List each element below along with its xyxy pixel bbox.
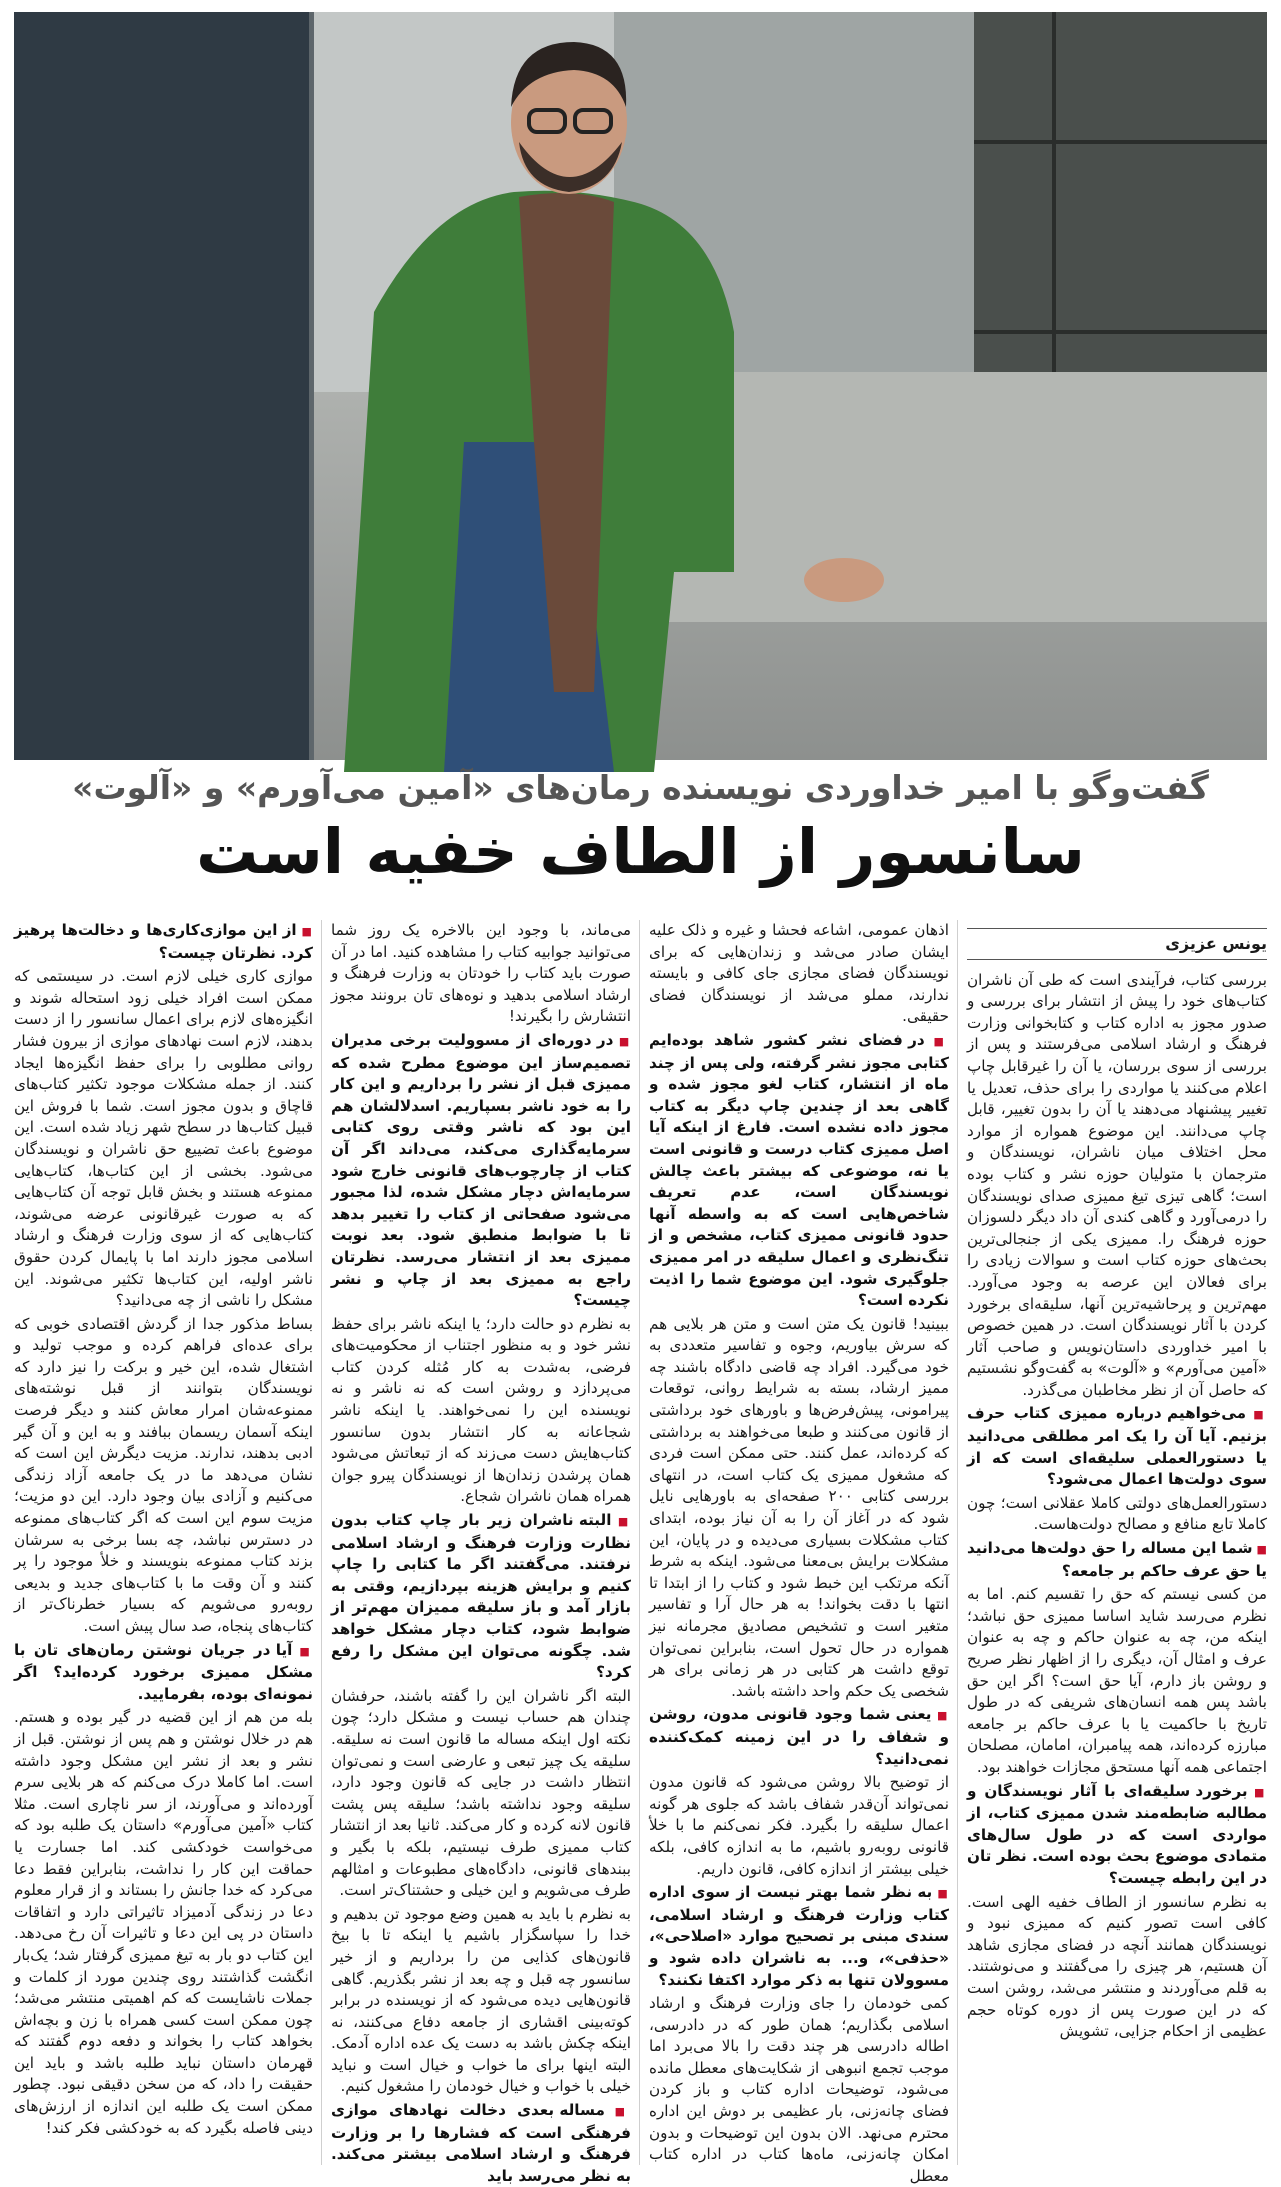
portrait-photo-icon xyxy=(14,12,1267,760)
interview-question: ■ یعنی شما وجود قانونی مدون، روشن و شفاف را در این زمینه کمک‌کننده نمی‌دانید؟ xyxy=(649,1704,949,1770)
interview-answer: به نظرم دو حالت دارد؛ یا اینکه ناشر برای حفظ نشر خود و به منظور اجتناب از محکومیت‌های فرضی، به‌شدت به کار مُثله کردن کتاب می‌پردازد و روشن است که نه ناشر و نه نویسنده این را نمی‌خواهند. یا اینکه ناشر شجاعانه به کار انتشار بدون سانسور کتاب‌هایش دست می‌زند که از تبعاتش می‌شود همان پرشدن زندان‌ها از نویسندگان پیرو جوان همراه همان ناشران شجاع. xyxy=(331,1314,631,1506)
article-column-4 xyxy=(14,920,313,2165)
portrait-photo xyxy=(14,12,1267,760)
column-divider xyxy=(957,920,958,2165)
article-column-2 xyxy=(649,920,949,2185)
interview-answer: موازی کاری خیلی لازم است. در سیستمی که ممکن است افراد خیلی زود استحاله شوند و انگیزه‌های لازم برای اعمال سانسور را از دست بدهند، لازم است نهادهای موازی از بیرون فشار روانی مطلوبی را برای حفظ انگیزه‌ها ایجاد کنند. از جمله مشکلات موجود تکثیر کتاب‌های قاچاق و بدون مجوز است. شما با فروش این قبیل کتاب‌ها در سطح شهر زیاد شده است. این موضوع باعث تضییع حق ناشران و نویسندگان می‌شود. بخشی از این کتاب‌ها، کتاب‌هایی ممنوعه هستند و بخش قابل توجه آن کتاب‌هایی که به صورت غیرقانونی عرضه می‌شوند، کتاب‌هایی که از سوی وزارت فرهنگ و ارشاد اسلامی مجوز دارند اما با پایمال کردن حقوق ناشر اولیه، این کتاب‌ها تکثیر می‌شوند. این مشکل را ناشی از چه می‌دانید؟ xyxy=(14,967,313,1310)
interview-answer: از توضیح بالا روشن می‌شود که قانون مدون نمی‌تواند آن‌قدر شفاف باشد که جلوی هر گونه اعمال سلیقه را بگیرد. فکر نمی‌کنم ما با خلأ قانونی روبه‌رو باشیم، ما به اندازه کافی، بلکه خیلی بیشتر از اندازه کافی، قانون داریم. xyxy=(649,1773,949,1878)
column-divider xyxy=(321,920,322,2165)
interview-answer: کمی خودمان را جای وزارت فرهنگ و ارشاد اسلامی بگذاریم؛ همان طور که در دادرسی، اطاله دادرسی هر چند دقت را بالا می‌برد اما موجب تجمع انبوهی از شکایت‌های معطل مانده می‌شود، توضیحات اداره کتاب و باز کردن فضای چانه‌زنی، بار عظیمی بر دوش این اداره محترم می‌نهد. الان بدون این توضیحات و بدون امکان چانه‌زنی، ماه‌ها کتاب در اداره کتاب معطل xyxy=(649,1994,949,2185)
interview-question: ■ برخورد سلیقه‌ای با آثار نویسندگان و مطالبه ضابطه‌مند شدن ممیزی کتاب، از مواردی است که در طول سال‌های متمادی موضوع بحث بوده است. نظر تان در این رابطه چیست؟ xyxy=(967,1781,1267,1890)
article-kicker: گفت‌وگو با امیر خداوردی نویسنده رمان‌های «آمین می‌آورم» و «آلوت» xyxy=(72,768,1209,807)
interview-question: ■ شما این مساله را حق دولت‌ها می‌دانید یا حق عرف حاکم بر جامعه؟ xyxy=(967,1538,1267,1582)
interview-answer: ببینید! قانون یک متن است و متن هر بلایی هم که سرش بیاوریم، وجوه و تفاسیر متعددی به خود می‌گیرد. افراد چه قاضی دادگاه باشند چه ممیز ارشاد، بسته به شرایط روانی، توقعات پیرامونی، پیش‌فرض‌ها و باورهای خود برداشتی از قانون می‌کنند و طبعا می‌خواهند به برداشتی که کرده‌اند، عمل کنند. حتی ممکن است فردی که مشغول ممیزی یک کتاب است، در انتهای بررسی کتابی ۲۰۰ صفحه‌ای به باورهایی نایل شود که در آغاز آن را به آن نیاز بوده، ابتدای کتاب مشکلات بسیاری می‌دیده و در پایان، این مشکلات برایش بی‌معنا می‌شود. اینکه به شرط آنکه مرتکب این خبط شود و کتاب را از ابتدا تا انتها با دقت بخواند! به هر حال آرا و تفاسیر متغیر است و تشخیص مصادیق مجرمانه نیز همواره در حال تحول است، بنابراین نمی‌توان توقع داشت هر کتابی در هر زمانی برای هر شخصی یک حکم واحد داشته باشد. xyxy=(649,1314,949,1700)
article-column-3 xyxy=(331,920,631,2185)
interview-question: ■ از این موازی‌کاری‌ها و دخالت‌ها پرهیز کرد. نظرتان چیست؟ xyxy=(14,920,313,964)
interview-answer: اذهان عمومی، اشاعه فحشا و غیره و ذلک علیه ایشان صادر می‌شد و زندان‌هایی که برای نویسندگان فضای مجازی جای کافی و بایسته ندارند، مملو می‌شد از نویسندگان فضای حقیقی. xyxy=(649,921,949,1026)
interview-answer: من کسی نیستم که حق را تقسیم کنم. اما به نظرم می‌رسد شاید اساسا ممیزی حق نباشد؛ اینکه من، چه به عنوان حاکم و چه به عنوان عرف و امثال آن، دیگری را از اظهار نظر صریح و روشن باز دارم، آیا حق است؟ اگر این حق باشد پس همه انسان‌های شریفی که در طول تاریخ با حاکمیت یا با عرف حاکم بر جامعه مبارزه کرده‌اند، همه پیامبران، امامان، مصلحان اجتماعی همه آنها مستحق مجازات خواهند بود. xyxy=(967,1585,1267,1776)
interview-question: ■ در دوره‌ای از مسوولیت برخی مدیران تصمیم‌ساز این موضوع مطرح شده که ممیزی قبل از نشر را برداریم و این کار را به خود ناشر بسپاریم. اسدلالشان هم این بود که ناشر وقتی روی کتابی سرمایه‌گذاری می‌کند، می‌داند اگر آن کتاب از چارچوب‌های قانونی خارج شود سرمایه‌اش دچار مشکل شده، لذا مجبور می‌شود صفحاتی از کتاب را تغییر بدهد تا با ضوابط منطبق شود. بعد نوبت ممیزی بعد از انتشار می‌رسد. نظرتان راجع به ممیزی بعد از چاپ و نشر چیست؟ xyxy=(331,1030,631,1312)
interview-question: ■ مساله بعدی دخالت نهادهای موازی فرهنگی است که فشارها را بر وزارت فرهنگ و ارشاد اسلامی بیشتر می‌کند. به نظر می‌رسد باید xyxy=(331,2100,631,2187)
interview-answer: بساط مذکور جدا از گردش اقتصادی خوبی که برای عده‌ای فراهم کرده و موجب تولید و اشتغال شده، این خیر و برکت را نیز دارد که نویسندگان بتوانند از قبل نوشته‌های ممنوعه‌شان امرار معاش کنند و دیگر فرصت اینکه آسمان ریسمان ببافند و به این و آن گیر ادبی بدهند، ندارند. مزیت دیگرش این است که نشان می‌دهد ما در یک جامعه آزاد زندگی می‌کنیم و آزادی بیان وجود دارد. این دو مزیت؛ مزیت سوم این است که اگر کتاب‌های ممنوعه در دسترس نباشد، چه بسا برخی به سرشان بزند کتاب ممنوعه بنویسند و خلأ موجود را پر کنند و آن وقت ما با کتاب‌های جدید و بدیعی روبه‌رو می‌شویم که بسیار خطرناک‌تر از کتاب‌های پنجاه، صد سال پیش است. xyxy=(14,1314,313,1635)
interview-question: ■ آیا در جریان نوشتن رمان‌های تان با مشکل ممیزی برخورد کرده‌اید؟ اگر نمونه‌ای بوده، بفرمایید. xyxy=(14,1640,313,1706)
interview-question: ■ به نظر شما بهتر نیست از سوی اداره کتاب وزارت فرهنگ و ارشاد اسلامی، سندی مبنی بر تصحیح موارد «اصلاحی»، «حذفی»، و... به ناشران داده شود و مسوولان تنها به ذکر موارد اکتفا نکنند؟ xyxy=(649,1882,949,1991)
article-headline: سانسور از الطاف خفیه است xyxy=(196,815,1085,888)
interview-question: ■ در فضای نشر کشور شاهد بوده‌ایم کتابی مجوز نشر گرفته، ولی پس از چند ماه از انتشار، کتاب لغو مجوز شده و گاهی بعد از چندین چاپ دیگر به کتاب مجوز داده نشده است. فارغ از اینکه آیا اصل ممیزی کتاب درست و قانونی است یا نه، موضوعی که بیشتر باعث چالش نویسندگان است، عدم تعریف شاخص‌هایی است که به واسطه آنها حدود قانونی ممیزی کتاب، مشخص و از تنگ‌نظری و اعمال سلیقه در امر ممیزی جلوگیری شود. این موضوع شما را اذیت نکرده است؟ xyxy=(649,1030,949,1312)
column-divider xyxy=(639,920,640,2165)
interview-answer: به نظرم با باید به همین وضع موجود تن بدهیم و خدا را سپاسگزار باشیم یا اینکه تا با بیخ قانون‌های کذایی من را برداریم و از خیر سانسور چه قبل و چه بعد از نشر بگذریم. گاهی قانون‌هایی دیده می‌شود که از نویسنده در برابر کوته‌بینی اقشاری از جامعه دفاع می‌کنند، نه اینکه چکش باشد به دست یک عده اداره آدمک. البته اینها برای ما خواب و خیال است و نباید خیلی با خواب و خیال خودمان را مشغول کنیم. xyxy=(331,1904,631,2096)
article-body xyxy=(14,920,1267,2185)
interview-question: ■ می‌خواهیم درباره ممیزی کتاب حرف بزنیم. آیا آن را یک امر مطلقی می‌دانید یا دستورالعملی سلیقه‌ای است که از سوی دولت‌ها اعمال می‌شود؟ xyxy=(967,1403,1267,1490)
interview-answer: البته اگر ناشران این را گفته باشند، حرفشان چندان هم حساب نیست و مشکل دارد؛ چون نکته اول اینکه مساله ما قانون است نه سلیقه. سلیقه یک چیز تبعی و عارضی است و نمی‌توان انتظار داشت در جایی که قانون وجود دارد، سلیقه وجود نداشته باشد؛ سلیقه پس پشت قانون لانه کرده و کار می‌کند. ثانیا بعد از انتشار کتاب ممیزی طرف نیستیم، بلکه با بگیر و ببندهای قانونی، دادگاه‌های مطبوعات و امثالهم طرف می‌شویم و این خیلی و حشتناک‌تر است. xyxy=(331,1686,631,1900)
byline: یونس عزیزی xyxy=(967,928,1267,960)
interview-question: ■ البته ناشران زیر بار چاپ کتاب بدون نظارت وزارت فرهنگ و ارشاد اسلامی نرفتند. می‌گفتند اگر ما کتابی را چاپ کنیم و برایش هزینه بپردازیم، وقتی به بازار آمد و باز سلیقه ممیزان مهم‌تر از ضوابط شود، کتاب دچار مشکل خواهد شد. چگونه می‌توان این مشکل را رفع کرد؟ xyxy=(331,1510,631,1684)
interview-answer: بررسی کتاب، فرآیندی است که طی آن ناشران کتاب‌های خود را پیش از انتشار برای بررسی و صدور مجوز به اداره کتاب و کتابخوانی وزارت فرهنگ و ارشاد اسلامی می‌فرستند و پس از بررسی از سوی بررسان، یا آن را غیرقابل چاپ اعلام می‌کنند یا مواردی را برای حذف، تعدیل یا تغییر پیشنهاد می‌دهند یا آن را بدون تغییر، قابل چاپ می‌دانند. این موضوع همواره از موارد محل اختلاف میان ناشران، نویسندگان و مترجمان با متولیان حوزه نشر و کتاب بوده است؛ گاهی تیزی تیغ ممیزی صدای نویسندگان را درمی‌آورد و گاهی کندی آن داد دیگر دلسوزان حوزه فرهنگ را. ممیزی یکی از جنجالی‌ترین بحث‌های حوزه کتاب است و سوالات زیادی را برای فعالان این عرصه به وجود می‌آورد. مهم‌ترین و پرحاشیه‌ترین آنها، سلیقه‌ای برخورد کردن با آثار نویسندگان است. در همین خصوص با امیر خداوردی داستان‌نویس و صاحب آثار «آمین می‌آورم» و «آلوت» به گفت‌وگو نشستیم که حاصل آن از نظر مخاطبان می‌گذرد. xyxy=(967,970,1267,1399)
interview-answer: می‌ماند، با وجود این بالاخره یک روز شما می‌توانید جوابیه کتاب را مشاهده کنید. اما در آن صورت باید کتاب را خودتان به وزارت فرهنگ و ارشاد اسلامی بدهید و نوه‌های تان برونند مجوز انتشارش را بگیرند! xyxy=(331,921,631,1026)
interview-answer: به نظرم سانسور از الطاف خفیه الهی است. کافی است تصور کنیم که ممیزی نبود و نویسندگان همانند آنچه در فضای مجازی شاهد آن هستیم، هر چیزی را می‌گفتند و می‌نوشتند. به قلم می‌آوردند و منتشر می‌شد، روشن است که در این صورت پس از دوره کوتاه حجم عظیمی از احکام جزایی، تشویش xyxy=(967,1892,1267,2041)
interview-answer: دستورالعمل‌های دولتی کاملا عقلانی است؛ چون کاملا تابع منافع و مصالح دولت‌هاست. xyxy=(967,1493,1267,1534)
interview-answer: بله من هم از این قضیه در گیر بوده و هستم. هم در خلال نوشتن و هم پس از نوشتن. قبل از نشر و بعد از نشر این مشکل وجود داشته است. اما کاملا درک می‌کنم که هر بلایی سرم آورده‌اند و می‌آورند، از سر ناچاری است. مثلا کتاب «آمین می‌آورم» داستان یک طلبه بود که می‌خواست خودکشی کند. اما جسارت یا حماقت این کار را نداشت، بنابراین فقط دعا می‌کرد که خدا جانش را بستاند و از قرار معلوم دعا در زندگی آدمیزاد تاثیراتی دارد و اتفاقات داستان در پی این دعا و تاثیرات آن رخ می‌دهد. این کتاب دو بار به تیغ ممیزی گرفتار شد؛ یک‌بار انگشت گذاشتند روی چندین مورد از کلمات و جملات ناشایست که کم اهمیتی منتشر می‌شد؛ چون ممکن است کسی همراه با زن و بچه‌اش بخواهد کتاب را بخواند و دفعه دوم گفتند که قهرمان داستان نباید طلبه باشد و باید این حقیقت را داد، که من سخن دقیقی نبود. چطور ممکن است یک طلبه این اندازه از ارزش‌های دینی فاصله بگیرد که به خودکشی فکر کند! xyxy=(14,1708,313,2137)
article-column-1 xyxy=(967,920,1267,2165)
